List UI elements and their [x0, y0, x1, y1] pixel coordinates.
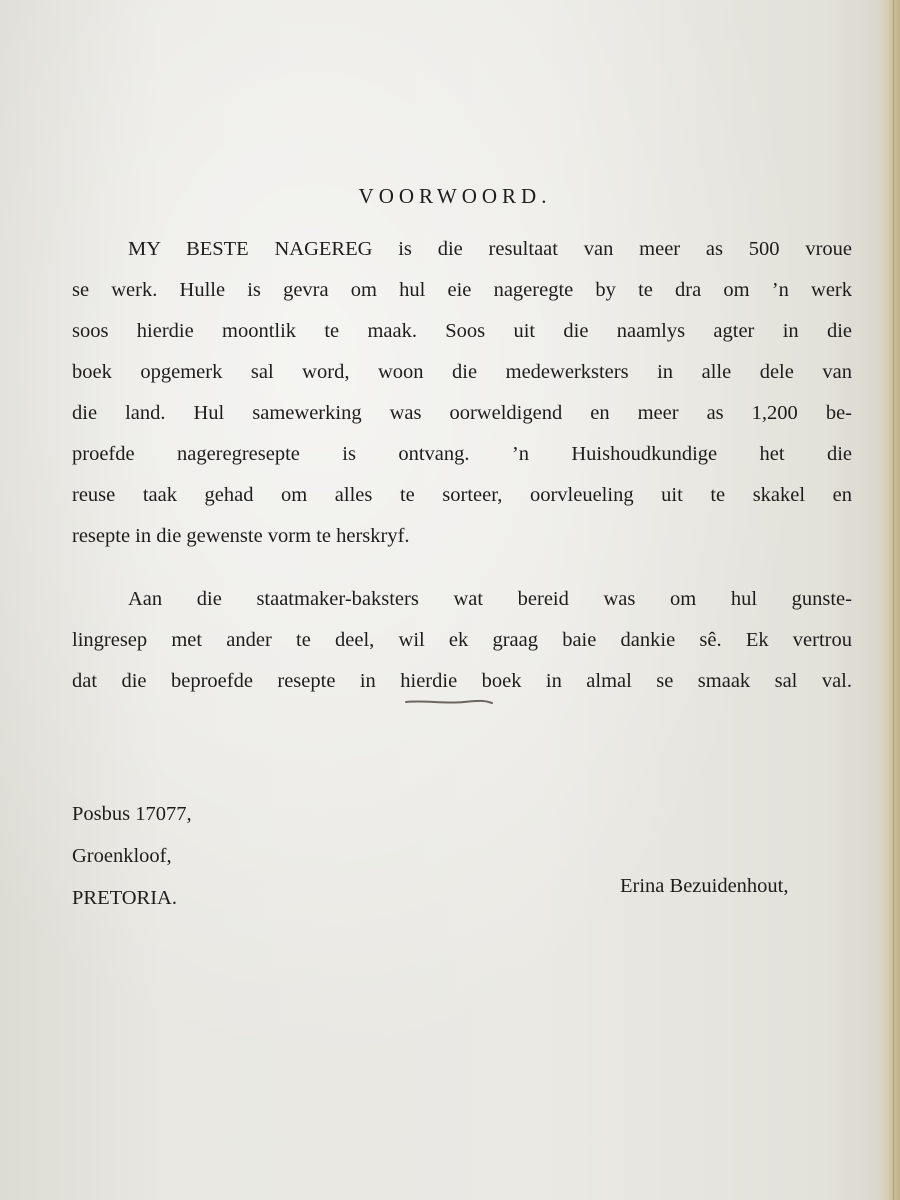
paragraph-2-line: dat die beproefde resepte in hierdie boek in almal se smaak sal val.	[72, 670, 852, 692]
address-city: PRETORIA.	[72, 887, 177, 909]
page-edge-line	[893, 0, 894, 1200]
paragraph-1-line: proefde nageregresepte is ontvang. ’n Huishoudkundige het die	[72, 443, 852, 465]
paragraph-1-line: soos hierdie moontlik te maak. Soos uit die naamlys agter in die	[72, 320, 852, 342]
paragraph-2-line: lingresep met ander te deel, wil ek graag baie dankie sê. Ek vertrou	[72, 629, 852, 651]
paragraph-1-line: resepte in die gewenste vorm te herskryf.	[72, 525, 410, 547]
author-signature: Erina Bezuidenhout,	[620, 875, 789, 897]
page-edge	[878, 0, 900, 1200]
paragraph-1-line: reuse taak gehad om alles te sorteer, oorvleueling uit te skakel en	[72, 484, 852, 506]
paragraph-2-line: Aan die staatmaker-baksters wat bereid was om hul gunste-	[128, 588, 852, 610]
address-suburb: Groenkloof,	[72, 845, 172, 867]
pen-underline-mark	[404, 698, 494, 706]
paragraph-1-line: die land. Hul samewerking was oorweldigend en meer as 1,200 be-	[72, 402, 852, 424]
address-po-box: Posbus 17077,	[72, 803, 192, 825]
paragraph-1-line: MY BESTE NAGEREG is die resultaat van meer as 500 vroue	[128, 238, 852, 260]
page-title: VOORWOORD.	[358, 184, 552, 208]
paragraph-1-line: boek opgemerk sal word, woon die medewerksters in alle dele van	[72, 361, 852, 383]
paragraph-1	[72, 229, 852, 557]
paragraph-2	[72, 579, 852, 702]
paragraph-1-line: se werk. Hulle is gevra om hul eie nageregte by te dra om ’n werk	[72, 279, 852, 301]
